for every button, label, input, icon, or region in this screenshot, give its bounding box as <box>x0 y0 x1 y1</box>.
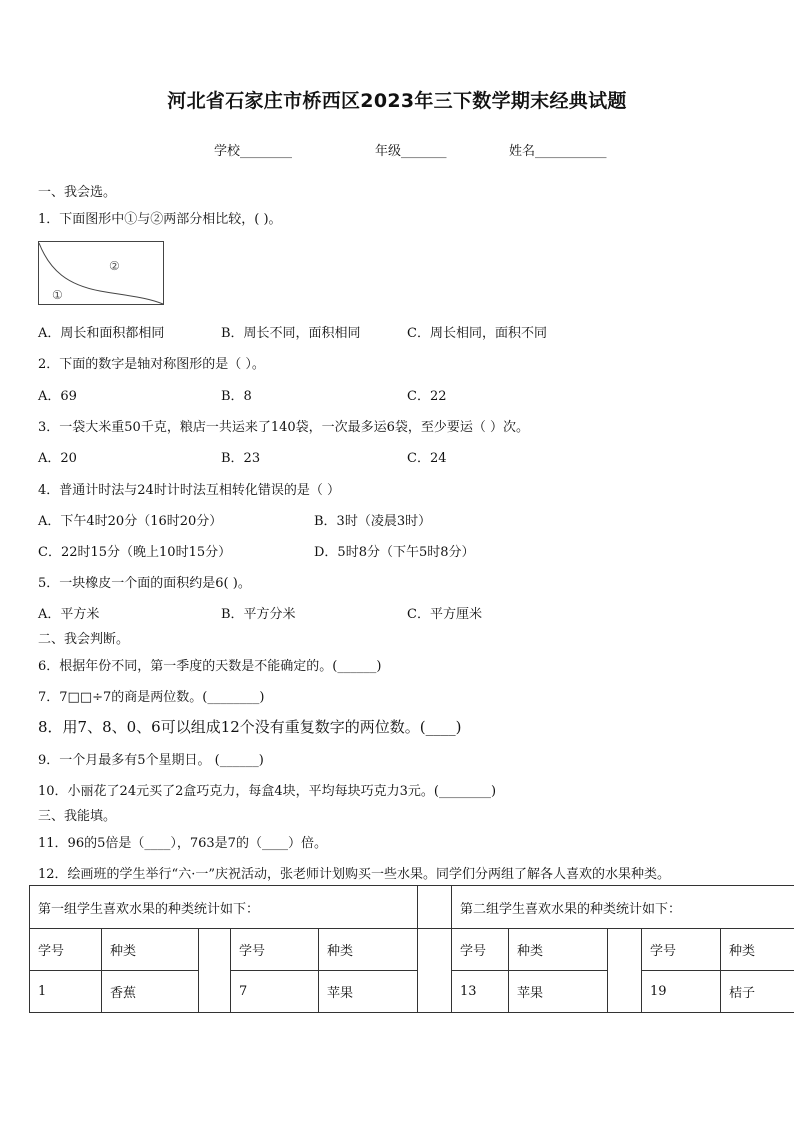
q1-option-b: B．周长不同，面积相同 <box>221 326 361 341</box>
table-cell: 7 <box>231 971 319 1013</box>
q3-option-b: B．23 <box>221 451 261 466</box>
question-10: 10．小丽花了24元买了2盒巧克力，每盒4块，平均每块巧克力3元。(________) <box>38 784 497 799</box>
table-header-type: 种类 <box>509 929 608 971</box>
region-1-label: ① <box>52 288 63 302</box>
question-3: 3．一袋大米重50千克，粮店一共运来了140袋，一次最多运6袋，至少要运（ ）次。 <box>38 420 530 435</box>
table-header-type: 种类 <box>102 929 199 971</box>
question-1-figure <box>38 241 164 305</box>
table-header-id: 学号 <box>452 929 509 971</box>
table-row <box>30 886 794 929</box>
question-12: 12．绘画班的学生举行“六·一”庆祝活动，张老师计划购买一些水果。同学们分两组了解各人喜欢的水果种类。 <box>38 867 670 882</box>
table-cell: 1 <box>30 971 102 1013</box>
table-spacer <box>418 929 452 1013</box>
table-spacer <box>608 929 642 1013</box>
table-spacer <box>418 886 452 929</box>
question-4: 4．普通计时法与24时计时法互相转化错误的是（ ） <box>38 483 340 498</box>
q5-option-c: C．平方厘米 <box>407 607 482 622</box>
table-cell: 香蕉 <box>102 971 199 1013</box>
question-2: 2．下面的数字是轴对称图形的是（ ）。 <box>38 357 265 372</box>
q4-option-a: A．下午4时20分（16时20分） <box>38 514 223 529</box>
school-field: 学校________ <box>214 144 293 159</box>
question-9: 9．一个月最多有5个星期日。 (______) <box>38 753 264 768</box>
table-row <box>30 929 794 971</box>
table-row <box>30 971 794 1013</box>
q2-option-b: B．8 <box>221 389 252 404</box>
q4-option-c: C．22时15分（晚上10时15分） <box>38 545 232 560</box>
table-cell: 桔子 <box>721 971 794 1013</box>
table-header-type: 种类 <box>319 929 418 971</box>
table-cell: 19 <box>642 971 721 1013</box>
question-11: 11．96的5倍是（____），763是7的（____）倍。 <box>38 836 327 851</box>
q5-option-a: A．平方米 <box>38 607 100 622</box>
table-cell: 苹果 <box>319 971 418 1013</box>
grade-field: 年级_______ <box>375 144 447 159</box>
table-header-type: 种类 <box>721 929 794 971</box>
q1-option-a: A．周长和面积都相同 <box>38 326 165 341</box>
q3-option-a: A．20 <box>38 451 77 466</box>
table-cell: 13 <box>452 971 509 1013</box>
question-6: 6．根据年份不同，第一季度的天数是不能确定的。(______) <box>38 659 382 674</box>
table-header-id: 学号 <box>231 929 319 971</box>
question-8: 8．用7、8、0、6可以组成12个没有重复数字的两位数。(____) <box>38 718 462 736</box>
group-1-title: 第一组学生喜欢水果的种类统计如下： <box>30 886 418 929</box>
section-heading-1: 一、我会选。 <box>38 185 117 200</box>
section-heading-3: 三、我能填。 <box>38 809 117 824</box>
question-1: 1．下面图形中①与②两部分相比较，( )。 <box>38 212 282 227</box>
q2-option-a: A．69 <box>38 389 77 404</box>
group-2-title: 第二组学生喜欢水果的种类统计如下： <box>452 886 794 929</box>
question-7: 7．7□□÷7的商是两位数。(________) <box>38 690 265 705</box>
q2-option-c: C．22 <box>407 389 447 404</box>
q4-option-b: B．3时（凌晨3时） <box>314 514 432 529</box>
page-title: 河北省石家庄市桥西区2023年三下数学期末经典试题 <box>167 90 627 112</box>
q1-option-c: C．周长相同，面积不同 <box>407 326 547 341</box>
table-cell: 苹果 <box>509 971 608 1013</box>
section-heading-2: 二、我会判断。 <box>38 632 130 647</box>
question-5: 5．一块橡皮一个面的面积约是6( )。 <box>38 576 251 591</box>
table-header-id: 学号 <box>30 929 102 971</box>
table-header-id: 学号 <box>642 929 721 971</box>
table-spacer <box>199 929 231 1013</box>
q5-option-b: B．平方分米 <box>221 607 296 622</box>
fruit-survey-table <box>29 885 794 1013</box>
q3-option-c: C．24 <box>407 451 447 466</box>
region-2-label: ② <box>109 259 120 273</box>
q4-option-d: D．5时8分（下午5时8分） <box>314 545 475 560</box>
name-field: 姓名___________ <box>509 144 607 159</box>
